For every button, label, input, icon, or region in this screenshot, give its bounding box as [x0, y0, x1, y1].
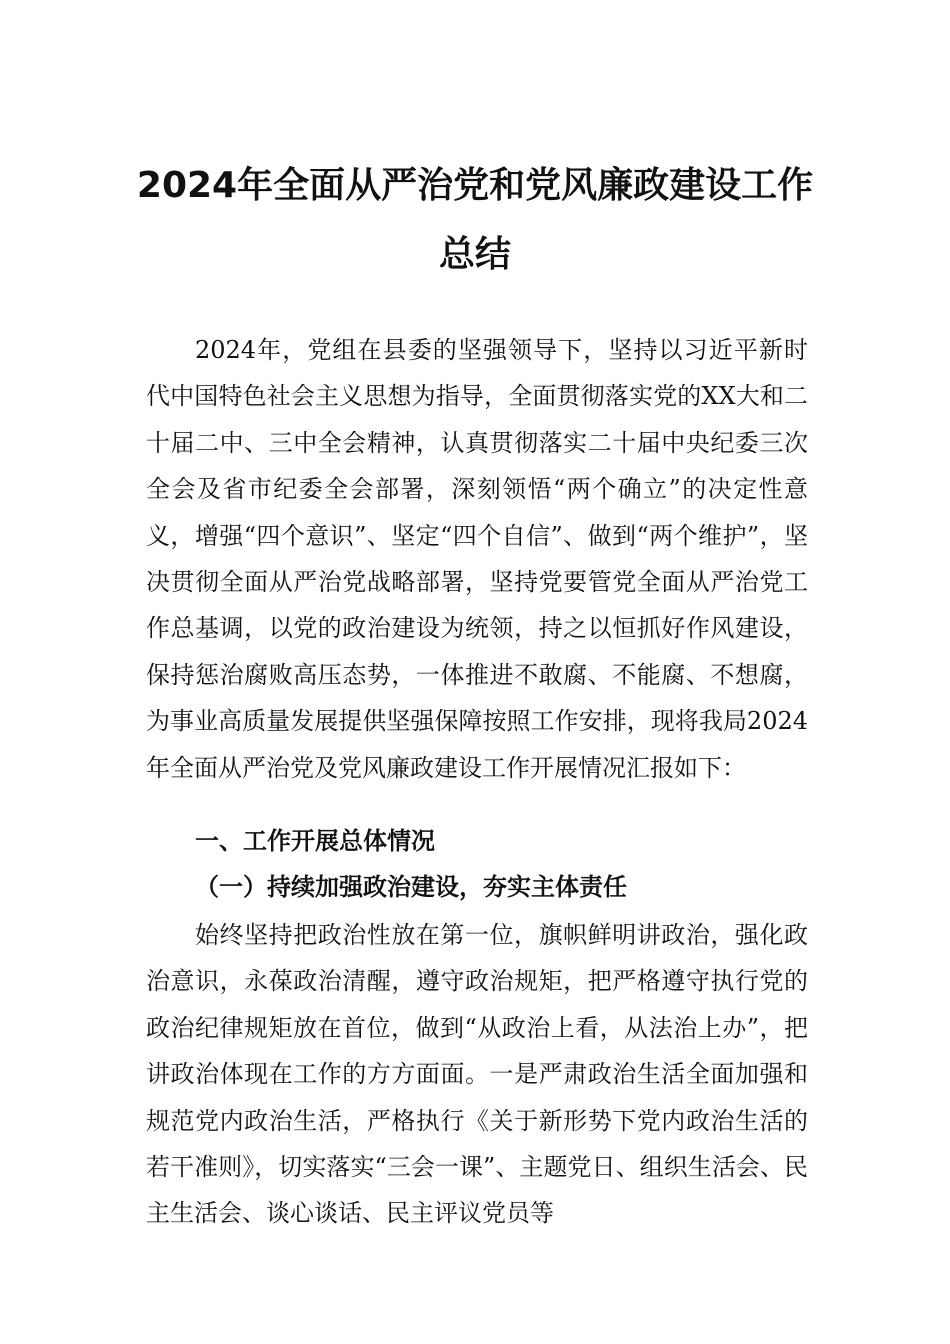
- subsection-heading-1: （一）持续加强政治建设，夯实主体责任: [195, 872, 627, 901]
- subsection-paragraph-1: 始终坚持把政治性放在第一位，旗帜鲜明讲政治，强化政治意识，永葆政治清醒，遵守政治规矩，把严格遵守执行党的政治纪律规矩放在首位，做到“从政治上看，从法治上办”，把讲政治体现在工作的方方面面。一是严肃政治生活全面加强和规范党内政治生活，严格执行《关于新形势下党内政治生活的若干准则》，切实落实“三会一课”、主题党日、组织生活会、民主生活会、谈心谈话、民主评议党员等: [146, 921, 808, 1228]
- intro-paragraph: 2024年，党组在县委的坚强领导下，坚持以习近平新时代中国特色社会主义思想为指导，全面贯彻落实党的XX大和二十届二中、三中全会精神，认真贯彻落实二十届中央纪委三次全会及省市纪委全会部署，深刻领悟“两个确立”的决定性意义，增强“四个意识”、坚定“四个自信”、做到“两个维护”，坚决贯彻全面从严治党战略部署，坚持党要管党全面从严治党工作总基调，以党的政治建设为统领，持之以恒抓好作风建设，保持惩治腐败高压态势，一体推进不敢腐、不能腐、不想腐，为事业高质量发展提供坚强保障按照工作安排，现将我局2024年全面从严治党及党风廉政建设工作开展情况汇报如下：: [146, 336, 808, 782]
- document-title-line-2: 总结: [438, 234, 511, 275]
- document-title-line-1: 2024年全面从严治党和党风廉政建设工作: [136, 165, 814, 206]
- section-heading-1: 一、工作开展总体情况: [195, 827, 435, 855]
